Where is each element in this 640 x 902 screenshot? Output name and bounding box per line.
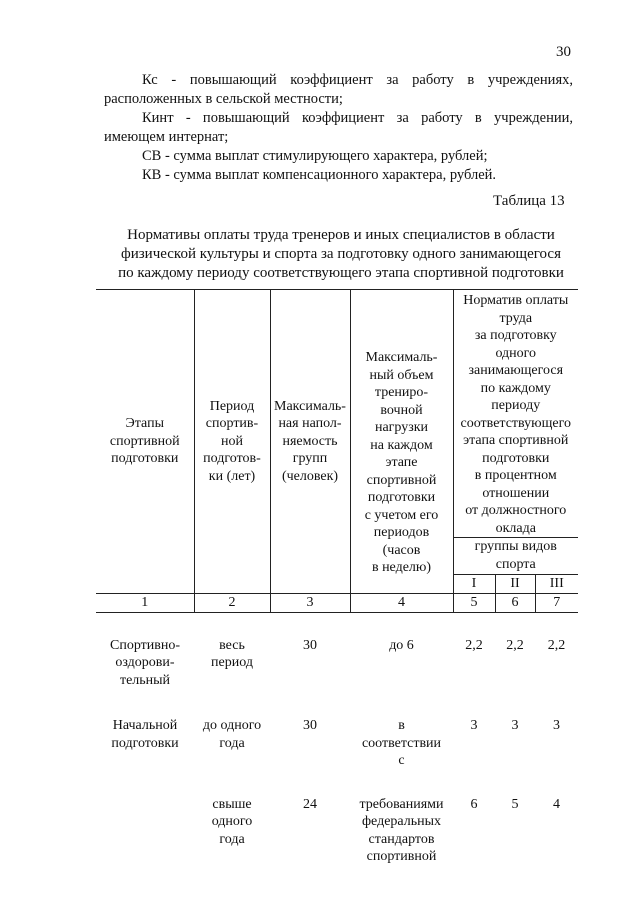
cell-g3: 2,2 [547,637,566,653]
cell-max-load [350,770,453,866]
header-line: группы видов [474,539,557,554]
header-line: ной [221,433,243,449]
header-line: (часов [382,542,421,558]
table-row [96,612,578,689]
cell-line: свыше [212,796,252,812]
cell-max-load [350,689,453,770]
header-line: няемость [282,433,338,449]
title-line: Нормативы оплаты труда тренеров и иных специалистов в области [127,227,555,243]
header-line: подготовки [367,490,436,505]
header-groups [453,538,578,575]
cell-line: федеральных [361,814,442,829]
header-max-load [350,290,453,594]
header-line: Этапы [125,416,164,431]
cell-line: в [398,718,405,733]
cell-line: соответствии [361,735,442,751]
header-line: этапа спортивной [463,433,569,448]
cell-g1: 3 [470,718,478,733]
header-line: на каждом [370,437,433,453]
header-line: за подготовку [474,328,557,343]
cell-line: оздорови- [115,655,175,670]
header-line: ный объем [369,367,434,383]
header-line: отношении [482,485,550,501]
column-number: 6 [495,593,535,612]
table-row [96,770,578,866]
intro-line: КВ - сумма выплат компенсационного характера, рублей. [142,167,497,183]
cell-line: требованиями [359,796,444,812]
header-line: нагрузки [374,420,429,435]
cell-stage [96,612,194,689]
cell-g1: 6 [470,796,478,812]
cell-g2: 5 [511,796,519,812]
header-line: подготовки [482,450,550,466]
cell-g2: 2,2 [506,637,524,653]
cell-line: Спортивно- [109,637,181,653]
intro-line: Кинт - повышающий коэффициент за работу в учреждении, [142,110,573,126]
header-line: по каждому [480,380,551,396]
cell-line: Начальной [112,718,178,733]
cell-line: стандартов [368,831,435,847]
header-group-1: I [453,575,495,594]
header-norm [453,290,578,538]
header-line: этапе [385,455,418,470]
table-title [96,226,586,283]
header-group-3: III [535,575,578,594]
cell-g1: 2,2 [465,637,483,653]
intro-line: расположенных в сельской местности; [104,91,343,107]
cell-line: года [219,735,245,751]
column-number: 4 [350,593,453,612]
cell-max-group: 24 [303,796,317,812]
header-line: (человек) [281,468,339,484]
header-max-group [270,290,350,594]
header-group-2: II [495,575,535,594]
cell-line: до 6 [389,637,414,653]
intro-paragraph [104,71,573,185]
intro-line: СВ - сумма выплат стимулирующего характера, рублей; [142,148,488,164]
column-numbers-row [96,593,578,612]
cell-period [194,770,270,866]
header-line: одного [495,345,537,361]
table-row [96,689,578,770]
intro-line: имеющем интернат; [104,129,229,145]
header-period [194,290,270,594]
header-line: подготов- [203,451,261,466]
header-line: ки (лет) [208,468,256,484]
cell-line: тельный [119,672,171,688]
header-stages [96,290,194,594]
cell-line: спортивной [366,849,437,864]
header-line: Норматив оплаты [463,293,569,308]
cell-stage [96,689,194,770]
header-line: периодов [373,525,430,540]
header-line: спортивной [366,472,437,488]
intro-line: Кс - повышающий коэффициент за работу в учреждениях, [142,72,573,88]
cell-line: период [211,655,253,670]
cell-max-group: 30 [303,637,317,653]
column-number: 7 [535,593,578,612]
norms-table [96,289,578,866]
cell-period [194,689,270,770]
header-line: трениро- [374,385,429,400]
column-number: 5 [453,593,495,612]
column-number: 3 [270,593,350,612]
header-line: периоду [491,398,541,413]
header-line: от должностного [465,503,567,518]
header-line: соответствующего [460,415,572,431]
header-line: Период [209,398,255,414]
header-line: в процентном [474,468,557,483]
cell-line: до одного [202,718,262,733]
cell-g3: 3 [553,718,561,733]
header-line: ная напол- [278,416,342,431]
header-line: труда [499,310,533,326]
title-line: физической культуры и спорта за подготовку одного занимающегося [121,246,561,262]
table-label: Таблица 13 [493,193,565,209]
cell-max-group: 30 [303,718,317,733]
page-number: 30 [556,44,571,60]
header-line: вочной [380,402,423,418]
header-line: оклада [495,520,536,536]
cell-line: одного [211,814,253,829]
column-number: 1 [96,593,194,612]
cell-g3: 4 [553,796,561,812]
header-line: Максималь- [365,350,438,365]
cell-max-load [350,612,453,689]
header-line: в неделю) [371,560,432,575]
header-line: Максималь- [274,398,346,414]
cell-line: весь [219,637,245,653]
cell-g2: 3 [511,718,519,733]
cell-period [194,612,270,689]
column-number: 2 [194,593,270,612]
header-line: подготовки [111,451,179,466]
header-line: групп [292,451,328,466]
header-line: спортивной [109,433,180,449]
cell-line: с [398,753,405,768]
cell-stage [96,770,194,866]
header-line: спорта [495,556,536,572]
header-line: спортив- [205,416,259,431]
header-line: с учетом его [364,507,439,523]
title-line: по каждому периоду соответствующего этапа спортивной подготовки [118,265,564,281]
cell-line: подготовки [111,735,179,751]
header-line: занимающегося [468,363,564,378]
cell-line: года [219,831,245,847]
